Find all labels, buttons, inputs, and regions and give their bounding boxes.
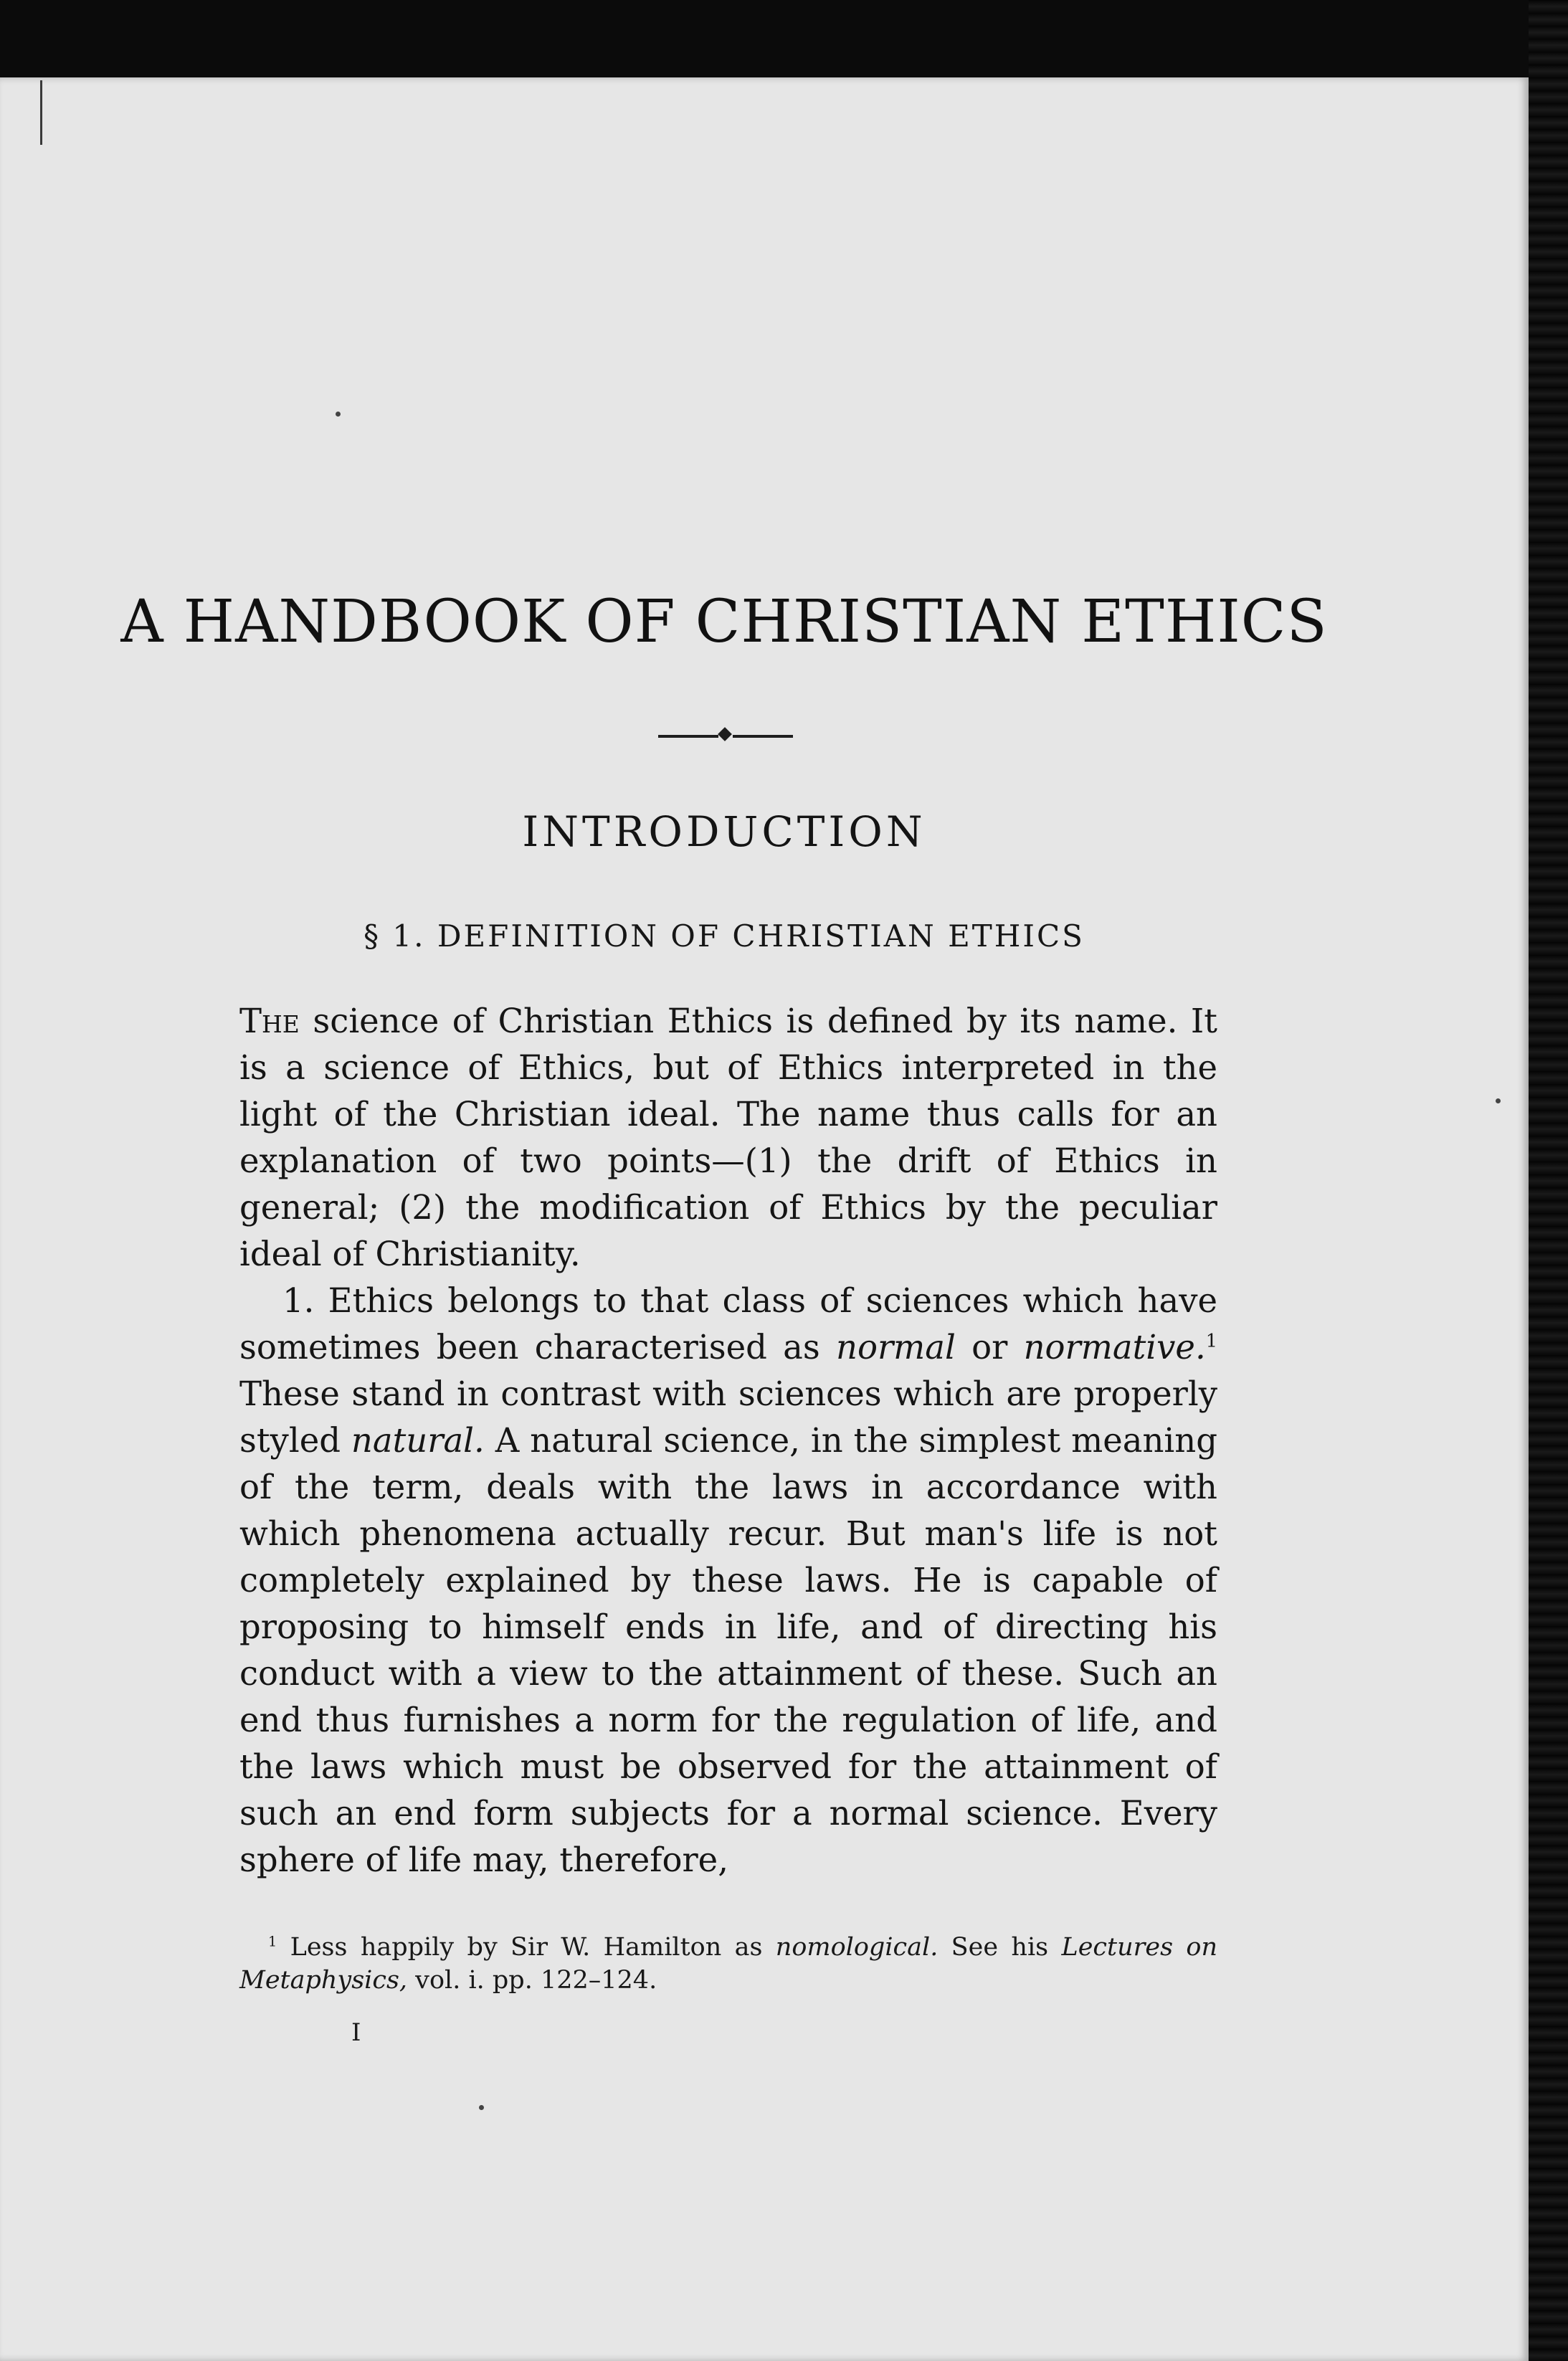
- ornament-rule-right: [733, 735, 793, 738]
- paragraph-1: [239, 998, 1217, 1278]
- paper-speck: [336, 412, 341, 417]
- paragraph-2-text: or: [955, 1328, 1024, 1367]
- body-text: [239, 998, 1217, 1883]
- chapter-title: INTRODUCTION: [522, 807, 926, 856]
- footnote-italic-title: Lectures on Metaphysics,: [239, 1933, 1217, 1995]
- paper-speck: [1496, 1098, 1501, 1103]
- italic-term-normal: normal: [836, 1328, 956, 1367]
- footnote-text: Less happily by Sir W. Hamilton as: [277, 1933, 776, 1962]
- italic-term-normative: normative.: [1023, 1328, 1206, 1367]
- paragraph-2: [239, 1278, 1217, 1883]
- book-title: A HANDBOOK OF CHRISTIAN ETHICS: [120, 588, 1328, 656]
- paragraph-2-text: 1. Ethics belongs to that class of sciences which have sometimes been characterised as: [239, 1281, 1217, 1367]
- signature-mark: I: [351, 2018, 361, 2047]
- paper-speck: [479, 2105, 484, 2110]
- ornament-diamond: [718, 727, 732, 741]
- paragraph-2-text: These stand in contrast with sciences which are properly styled: [239, 1374, 1217, 1460]
- ornament-rule-left: [658, 735, 718, 738]
- footnote-reference: 1: [1205, 1330, 1217, 1352]
- footnote: [239, 1931, 1217, 1997]
- page-edge-shadow: [1529, 0, 1568, 2361]
- italic-term-natural: natural.: [351, 1421, 485, 1460]
- section-heading: § 1. DEFINITION OF CHRISTIAN ETHICS: [364, 918, 1085, 954]
- footnote-marker: 1: [268, 1933, 277, 1950]
- paragraph-lead-word: The: [239, 1002, 300, 1040]
- margin-mark: [40, 80, 42, 145]
- paragraph-1-text: science of Christian Ethics is defined by its name. It is a science of Ethics, but of Ethics interpreted in the light of the Christian ideal. The name thus calls for an explanation of two points—(1) the drift of Ethics in general; (2) the modification of Ethics by the peculiar ideal of Christianity.: [239, 1002, 1217, 1273]
- footnote-italic-term: nomological.: [775, 1933, 939, 1962]
- paragraph-2-text: A natural science, in the simplest meaning of the term, deals with the laws in accordance with which phenomena actually recur. But man's life is not completely explained by these laws. He is capable of proposing to himself ends in life, and of directing his conduct with a view to the attainment of these. Such an end thus furnishes a norm for the regulation of life, and the laws which must be observed for the attainment of such an end form subjects for a normal science. Every sphere of life may, therefore,: [239, 1421, 1217, 1879]
- footnote-text: See his: [938, 1933, 1062, 1962]
- title-ornament: [658, 728, 793, 743]
- footnote-text: vol. i. pp. 122–124.: [407, 1966, 657, 1995]
